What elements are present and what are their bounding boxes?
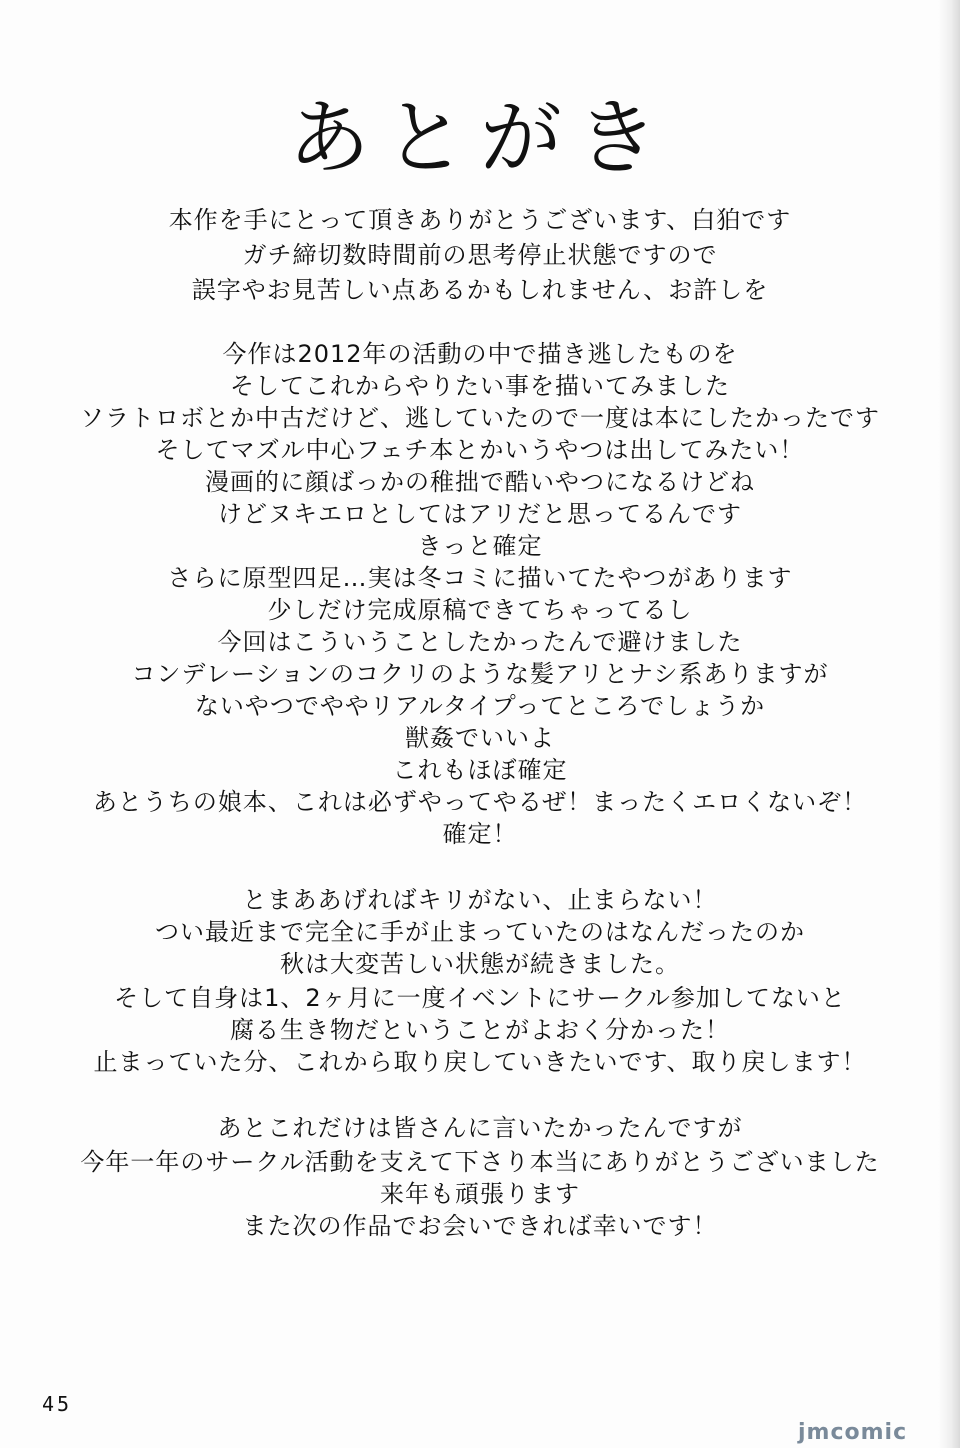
text-line: コンデレーションのコクリのような髪アリとナシ系ありますが <box>131 660 829 688</box>
page-number: 45 <box>42 1392 73 1416</box>
text-line: 止まっていた分、これから取り戻していきたいです、取り戻します！ <box>93 1048 867 1076</box>
text-line: ガチ締切数時間前の思考停止状態ですので <box>242 241 718 269</box>
text-line: 少しだけ完成原稿できてちゃってるし <box>267 596 693 624</box>
watermark-logo: jmcomic <box>798 1420 908 1445</box>
text-line: 今回はこういうことしたかったんで避けました <box>217 628 743 656</box>
text-line: これもほぼ確定 <box>392 756 568 784</box>
page-title: あとがき <box>287 91 672 186</box>
text-line: つい最近まで完全に手が止まっていたのはなんだったのか <box>155 918 805 946</box>
text-line: そして自身は1、2ヶ月に一度イベントにサークル参加してないと <box>114 984 846 1012</box>
text-line: あとこれだけは皆さんに言いたかったんですが <box>217 1114 743 1142</box>
text-line: ソラトロボとか中古だけど、逃していたので一度は本にしたかったです <box>80 404 880 432</box>
text-line: また次の作品でお会いできれば幸いです！ <box>242 1212 718 1240</box>
text-line: さらに原型四足…実は冬コミに描いてたやつがあります <box>167 564 793 592</box>
text-line: けどヌキエロとしてはアリだと思ってるんです <box>217 500 743 528</box>
text-line: とまああげればキリがない、止まらない！ <box>242 886 718 914</box>
text-line: 漫画的に顔ばっかの稚拙で酷いやつになるけどね <box>205 468 755 496</box>
text-line: 誤字やお見苦しい点あるかもしれません、お許しを <box>191 276 769 304</box>
text-line: そしてこれからやりたい事を描いてみました <box>230 372 730 400</box>
text-line: きっと確定 <box>417 532 543 560</box>
text-line: 獣姦でいいよ <box>405 724 555 752</box>
text-line: 来年も頑張ります <box>380 1180 580 1208</box>
text-line: そしてマズル中心フェチ本とかいうやつは出してみたい！ <box>155 436 805 464</box>
text-line: 腐る生き物だということがよおく分かった！ <box>230 1016 730 1044</box>
text-line: 今年一年のサークル活動を支えて下さり本当にありがとうございました <box>80 1148 880 1176</box>
text-line: 今作は2012年の活動の中で描き逃したものを <box>222 340 738 368</box>
text-line: 本作を手にとって頂きありがとうございます、白狛です <box>168 206 792 234</box>
text-line: あとうちの娘本、これは必ずやってやるぜ！まったくエロくないぞ！ <box>92 788 868 816</box>
text-line: 秋は大変苦しい状態が続きました。 <box>280 950 680 978</box>
text-line: ないやつでややリアルタイプってところでしょうか <box>194 692 766 720</box>
text-line: 確定！ <box>442 820 518 848</box>
